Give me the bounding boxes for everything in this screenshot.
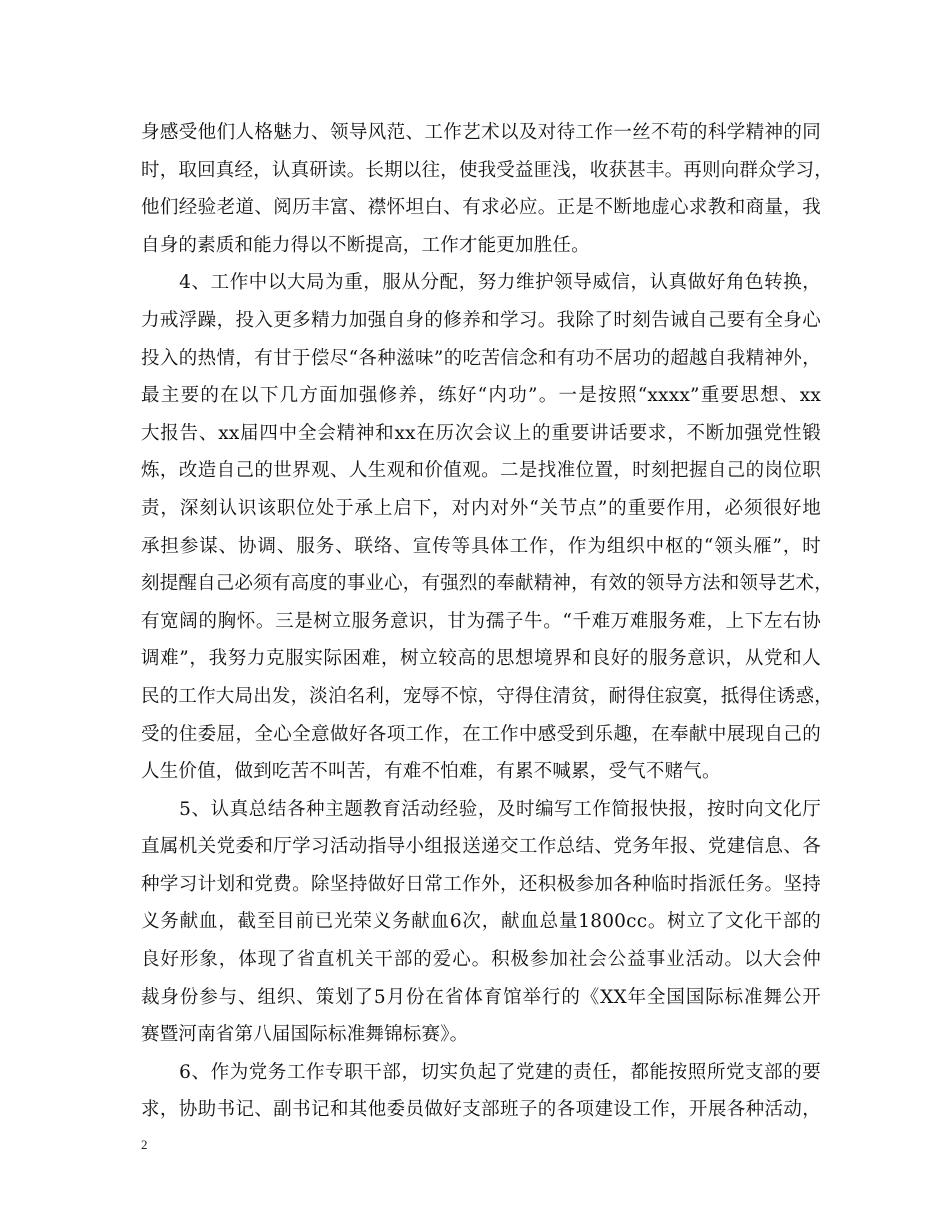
text-line: 种学习计划和党费。除坚持做好日常工作外，还积极参加各种临时指派任务。坚持 <box>141 873 821 895</box>
text-line: 时，取回真经，认真研读。长期以往，使我受益匪浅，收获甚丰。再则向群众学习， <box>141 159 833 181</box>
text-line: 民的工作大局出发，淡泊名利，宠辱不惊，守得住清贫，耐得住寂寞，抵得住诱惑， <box>141 685 833 707</box>
text-line: 力戒浮躁，投入更多精力加强自身的修养和学习。我除了时刻告诫自己要有全身心 <box>141 309 821 331</box>
text-line: 刻提醒自己必须有高度的事业心，有强烈的奉献精神，有效的领导方法和领导艺术， <box>141 573 833 595</box>
text-line: 义务献血，截至目前已光荣义务献血6次，献血总量1800cc。树立了文化干部的 <box>141 911 821 933</box>
text-line: 5、认真总结各种主题教育活动经验，及时编写工作简报快报，按时向文化厅 <box>141 798 821 820</box>
text-line: 大报告、xx届四中全会精神和xx在历次会议上的重要讲话要求，不断加强党性锻 <box>141 422 821 444</box>
text-line: 责，深刻认识该职位处于承上启下，对内对外“关节点”的重要作用，必须很好地 <box>141 497 821 519</box>
text-line: 承担参谋、协调、服务、联络、宣传等具体工作，作为组织中枢的“领头雁”，时 <box>141 535 821 557</box>
text-line: 最主要的在以下几方面加强修养，练好“内功”。一是按照“xxxx”重要思想、xx <box>141 385 821 407</box>
text-line: 有宽阔的胸怀。三是树立服务意识，甘为孺子牛。“千难万难服务难，上下左右协 <box>141 610 821 632</box>
text-line: 人生价值，做到吃苦不叫苦，有难不怕难，有累不喊累，受气不赌气。 <box>141 761 721 783</box>
text-line: 6、作为党务工作专职干部，切实负起了党建的责任，都能按照所党支部的要 <box>141 1061 821 1083</box>
text-line: 炼，改造自己的世界观、人生观和价值观。二是找准位置，时刻把握自己的岗位职 <box>141 460 821 482</box>
text-line: 良好形象，体现了省直机关干部的爱心。积极参加社会公益事业活动。以大会仲 <box>141 949 821 971</box>
text-line: 他们经验老道、阅历丰富、襟怀坦白、有求必应。正是不断地虚心求教和商量，我 <box>141 197 821 219</box>
text-line: 裁身份参与、组织、策划了5月份在省体育馆举行的《XX年全国国际标准舞公开 <box>141 986 821 1008</box>
document-body <box>141 114 833 1129</box>
text-line: 4、工作中以大局为重，服从分配，努力维护领导威信，认真做好角色转换， <box>141 272 821 294</box>
text-line: 求，协助书记、副书记和其他委员做好支部班子的各项建设工作，开展各种活动， <box>141 1099 821 1121</box>
text-line: 赛暨河南省第八届国际标准舞锦标赛》。 <box>141 1024 469 1046</box>
text-line: 自身的素质和能力得以不断提高，工作才能更加胜任。 <box>141 234 590 256</box>
text-line: 投入的热情，有甘于偿尽“各种滋味”的吃苦信念和有功不居功的超越自我精神外， <box>141 347 821 369</box>
text-line: 受的住委屈，全心全意做好各项工作，在工作中感受到乐趣，在奉献中展现自己的 <box>141 723 821 745</box>
text-line: 直属机关党委和厅学习活动指导小组报送递交工作总结、党务年报、党建信息、各 <box>141 836 821 858</box>
text-line: 身感受他们人格魅力、领导风范、工作艺术以及对待工作一丝不苟的科学精神的同 <box>141 122 821 143</box>
text-line: 调难”，我努力克服实际困难，树立较高的思想境界和良好的服务意识，从党和人 <box>141 648 821 670</box>
page-number: 2 <box>141 1137 148 1152</box>
